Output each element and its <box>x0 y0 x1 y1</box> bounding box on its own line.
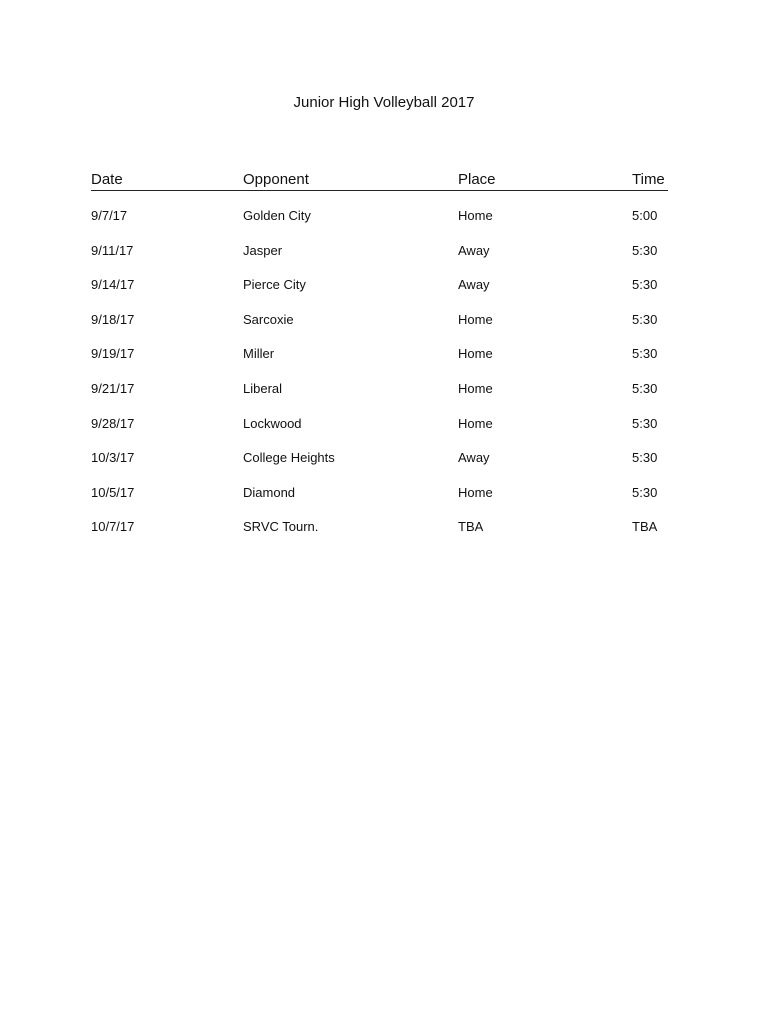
table-row <box>91 208 668 243</box>
cell-place: Away <box>458 242 490 258</box>
table-row <box>91 381 668 416</box>
header-date: Date <box>91 171 123 188</box>
cell-opponent: Lockwood <box>243 415 302 431</box>
table-row <box>91 416 668 451</box>
header-time: Time <box>632 171 665 188</box>
cell-place: Home <box>458 346 493 362</box>
table-row <box>91 243 668 278</box>
cell-place: Away <box>458 277 490 293</box>
cell-place: Home <box>458 415 493 431</box>
cell-place: Home <box>458 208 493 223</box>
cell-time: 5:30 <box>632 450 658 466</box>
table-row <box>91 519 668 554</box>
cell-date: 9/11/17 <box>91 242 134 258</box>
cell-opponent: Pierce City <box>243 277 306 293</box>
cell-date: 10/3/17 <box>91 450 135 466</box>
cell-date: 9/19/17 <box>91 346 135 362</box>
cell-opponent: Liberal <box>243 380 283 396</box>
cell-date: 9/21/17 <box>91 380 135 396</box>
schedule-table <box>91 170 668 554</box>
cell-opponent: Diamond <box>243 484 296 500</box>
cell-opponent: Miller <box>243 346 275 362</box>
header-place: Place <box>458 171 496 188</box>
table-body <box>91 208 668 554</box>
table-row <box>91 346 668 381</box>
table-row <box>91 277 668 312</box>
cell-date: 9/7/17 <box>91 208 128 223</box>
cell-time: 5:30 <box>632 380 658 396</box>
cell-opponent: College Heights <box>243 450 335 466</box>
table-header <box>91 170 668 191</box>
cell-time: 5:30 <box>632 415 658 431</box>
cell-place: Away <box>458 450 490 466</box>
cell-opponent: Golden City <box>243 208 311 223</box>
cell-time: 5:00 <box>632 208 658 223</box>
cell-place: Home <box>458 484 493 500</box>
cell-date: 10/5/17 <box>91 484 135 500</box>
cell-time: 5:30 <box>632 346 658 362</box>
table-row <box>91 312 668 347</box>
cell-opponent: Jasper <box>243 242 283 258</box>
cell-date: 9/28/17 <box>91 415 135 431</box>
cell-date: 9/18/17 <box>91 311 135 327</box>
cell-place: TBA <box>458 519 484 535</box>
cell-place: Home <box>458 380 493 396</box>
cell-place: Home <box>458 311 493 327</box>
cell-opponent: SRVC Tourn. <box>243 519 319 535</box>
cell-date: 9/14/17 <box>91 277 135 293</box>
cell-time: 5:30 <box>632 242 658 258</box>
page-title: Junior High Volleyball 2017 <box>293 94 475 111</box>
cell-time: 5:30 <box>632 311 658 327</box>
table-row <box>91 450 668 485</box>
cell-time: 5:30 <box>632 484 658 500</box>
cell-time: 5:30 <box>632 277 658 293</box>
cell-time: TBA <box>632 519 658 535</box>
table-row <box>91 485 668 520</box>
cell-opponent: Sarcoxie <box>243 311 294 327</box>
header-opponent: Opponent <box>243 171 309 188</box>
cell-date: 10/7/17 <box>91 519 135 535</box>
